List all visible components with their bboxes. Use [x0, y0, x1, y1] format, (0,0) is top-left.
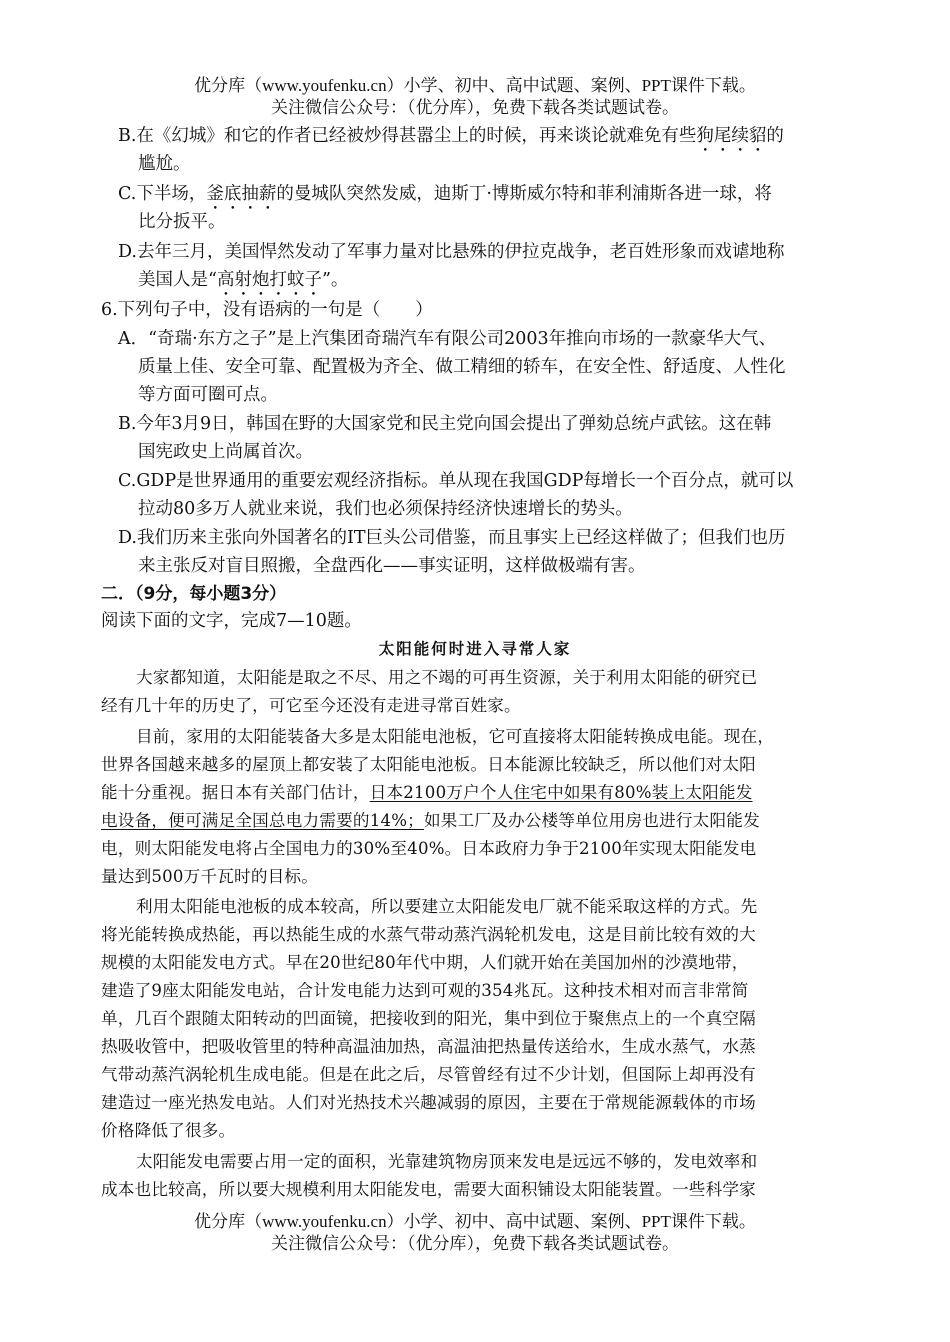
section-instruction: 阅读下面的文字，完成7—10题。	[101, 611, 362, 631]
article-p2-line: 电设备，便可满足全国总电力需要的14%；如果工厂及办公楼等单位用房也进行太阳能发	[101, 811, 760, 830]
article-p1-line: 经有几十年的历史了，可它至今还没有走进寻常百姓家。	[101, 696, 521, 715]
q6-stem: 6.下列句子中，没有语病的一句是（ ）	[101, 300, 433, 320]
article-p4-line: 太阳能发电需要占用一定的面积，光靠建筑物房顶来发电是远远不够的，发电效率和	[136, 1152, 758, 1171]
article-p3-line: 价格降低了很多。	[101, 1121, 236, 1140]
article-p3-line: 气带动蒸汽涡轮机生成电能。但是在此之后，尽管曾经有过不少计划，但国际上却再没有	[101, 1065, 756, 1084]
article-p3-line: 建造了9座太阳能发电站，合计发电能力达到可观的354兆瓦。这种技术相对而言非常简	[101, 981, 749, 1000]
article-p2-line: 电，则太阳能发电将占全国电力的30%至40%。日本政府力争于2100年实现太阳能发电	[101, 839, 757, 858]
section-heading: 二．（9分，每小题3分）	[101, 584, 287, 604]
article-p2-line: 量达到500万千瓦时的目标。	[101, 867, 319, 886]
emphasis-idiom: 狗尾续貂	[696, 126, 767, 146]
underlined-sentence: 日本2100万户个人住宅中如果有80%装上太阳能发	[369, 783, 753, 802]
article-p4-line: 成本也比较高，所以要大规模利用太阳能发电，需要大面积铺设太阳能装置。一些科学家	[101, 1180, 756, 1199]
underlined-sentence: 电设备，便可满足全国总电力需要的14%；	[101, 811, 424, 830]
article-p2-line: 世界各国越来越多的屋顶上都安装了太阳能电池板。日本能源比较缺乏，所以他们对太阳	[101, 755, 756, 774]
page-header-line-2: 关注微信公众号：（优分库），免费下载各类试题试卷。	[271, 98, 679, 117]
q5-option-b: B.在《幻城》和它的作者已经被炒得甚嚣尘上的时候，再来谈论就难免有些狗尾续貂的	[118, 126, 784, 146]
article-p3-line: 单，几百个跟随太阳转动的凹面镜，把接收到的阳光，集中到位于聚焦点上的一个真空隔	[101, 1009, 756, 1028]
q6-option-d-cont: 来主张反对盲目照搬，全盘西化——事实证明，这样做极端有害。	[138, 556, 646, 576]
article-p3-line: 利用太阳能电池板的成本较高，所以要建立太阳能发电厂就不能采取这样的方式。先	[136, 897, 758, 916]
article-p3-line: 规模的太阳能发电方式。早在20世纪80年代中期，人们就开始在美国加州的沙漠地带，	[101, 953, 749, 972]
article-p2-line: 能十分重视。据日本有关部门估计，日本2100万户个人住宅中如果有80%装上太阳能发	[101, 783, 753, 802]
q6-option-a-cont: 等方面可圈可点。	[138, 385, 278, 405]
q6-option-a-cont: 质量上佳、安全可靠、配置极为齐全、做工精细的轿车，在安全性、舒适度、人性化	[138, 357, 786, 377]
q6-option-c-cont: 拉动80多万人就业来说，我们也必须保持经济快速增长的势头。	[138, 499, 633, 519]
emphasis-idiom: 高射炮打蚊子	[216, 270, 322, 290]
q6-option-b: B.今年3月9日，韩国在野的大国家党和民主党向国会提出了弹劾总统卢武铉。这在韩	[118, 414, 772, 434]
q6-option-d: D.我们历来主张向外国著名的IT巨头公司借鉴，而且事实上已经这样做了；但我们也历	[118, 528, 786, 548]
page-header-line-1: 优分库（www.youfenku.cn）小学、初中、高中试题、案例、PPT课件下载。	[194, 76, 756, 95]
article-p3-line: 热吸收管中，把吸收管里的特种高温油加热，高温油把热量传送给水，生成水蒸气，水蒸	[101, 1037, 756, 1056]
q5-option-b-cont: 尴尬。	[138, 154, 191, 174]
article-title: 太阳能何时进入寻常人家	[378, 639, 572, 658]
emphasis-idiom: 釜底抽薪	[206, 184, 277, 204]
q5-option-d-cont: 美国人是“高射炮打蚊子”。	[138, 270, 349, 290]
article-p1-line: 大家都知道，太阳能是取之不尽、用之不竭的可再生资源，关于利用太阳能的研究已	[136, 668, 758, 687]
q6-option-c: C.GDP是世界通用的重要宏观经济指标。单从现在我国GDP每增长一个百分点，就可以	[118, 471, 794, 491]
q6-option-a: A．“奇瑞·东方之子”是上汽集团奇瑞汽车有限公司2003年推向市场的一款豪华大气、	[118, 329, 777, 349]
article-p3-line: 将光能转换成热能，再以热能生成的水蒸气带动蒸汽涡轮机发电，这是目前比较有效的大	[101, 925, 756, 944]
article-p3-line: 建造过一座光热发电站。人们对光热技术兴趣减弱的原因，主要在于常规能源载体的市场	[101, 1093, 756, 1112]
page-footer-line-1: 优分库（www.youfenku.cn）小学、初中、高中试题、案例、PPT课件下载。	[194, 1212, 756, 1231]
q5-option-d: D.去年三月，美国悍然发动了军事力量对比悬殊的伊拉克战争，老百姓形象而戏谑地称	[118, 242, 785, 262]
article-p2-line: 目前，家用的太阳能装备大多是太阳能电池板，它可直接将太阳能转换成电能。现在，	[136, 727, 775, 746]
q5-option-c-cont: 比分扳平。	[138, 212, 226, 232]
q5-option-c: C.下半场，釜底抽薪的曼城队突然发威，迪斯丁·博斯威尔特和菲利浦斯各进一球，将	[118, 184, 772, 204]
q6-option-b-cont: 国宪政史上尚属首次。	[138, 442, 313, 462]
page-footer-line-2: 关注微信公众号：（优分库），免费下载各类试题试卷。	[271, 1234, 679, 1253]
